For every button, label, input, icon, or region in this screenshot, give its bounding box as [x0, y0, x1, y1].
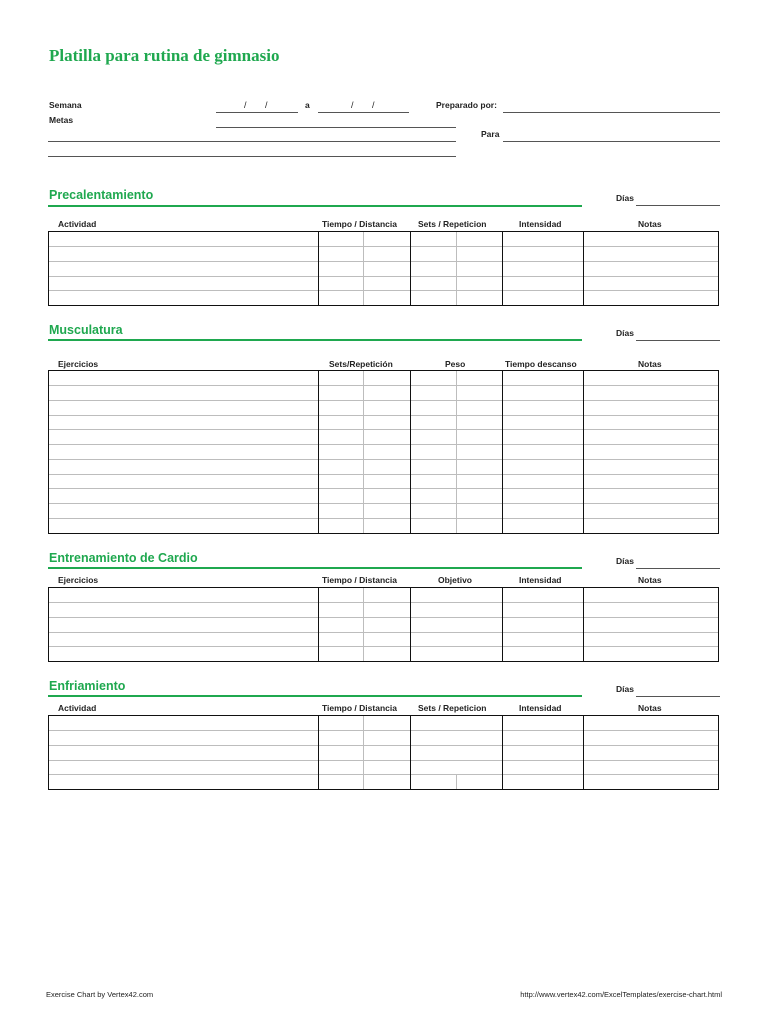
muscle-col-descanso: Tiempo descanso: [505, 359, 577, 369]
cooldown-col-intensidad: Intensidad: [519, 703, 562, 713]
muscle-col-ejercicios: Ejercicios: [58, 359, 99, 369]
cardio-col-tiempo: Tiempo / Distancia: [322, 575, 397, 585]
cardio-col-notas: Notas: [638, 575, 662, 585]
para-label: Para: [481, 129, 500, 139]
warmup-col-notas: Notas: [638, 219, 662, 229]
cooldown-col-sets: Sets / Repeticion: [418, 703, 487, 713]
muscle-section-title: Musculatura: [49, 323, 123, 337]
warmup-rule: [48, 205, 582, 207]
metas-field-2[interactable]: [48, 141, 456, 142]
warmup-table[interactable]: [48, 231, 719, 306]
metas-label: Metas: [49, 115, 74, 125]
metas-field-3[interactable]: [48, 156, 456, 157]
date-slash: /: [265, 100, 268, 110]
cooldown-col-notas: Notas: [638, 703, 662, 713]
preparado-field[interactable]: [503, 112, 720, 113]
cooldown-section-title: Enfriamiento: [49, 679, 126, 693]
muscle-col-peso: Peso: [445, 359, 466, 369]
a-label: a: [305, 100, 310, 110]
date-slash: /: [244, 100, 247, 110]
warmup-col-tiempo: Tiempo / Distancia: [322, 219, 397, 229]
muscle-col-notas: Notas: [638, 359, 662, 369]
warmup-col-actividad: Actividad: [58, 219, 97, 229]
cooldown-col-actividad: Actividad: [58, 703, 97, 713]
cardio-col-objetivo: Objetivo: [438, 575, 473, 585]
cooldown-dias-field[interactable]: [636, 696, 720, 697]
cardio-col-intensidad: Intensidad: [519, 575, 562, 585]
warmup-section-title: Precalentamiento: [49, 188, 154, 202]
cooldown-table[interactable]: [48, 715, 719, 790]
muscle-table[interactable]: [48, 370, 719, 534]
cooldown-col-tiempo: Tiempo / Distancia: [322, 703, 397, 713]
cooldown-dias-label: Días: [616, 684, 634, 694]
cardio-table[interactable]: [48, 587, 719, 662]
warmup-col-sets: Sets / Repeticion: [418, 219, 487, 229]
warmup-col-intensidad: Intensidad: [519, 219, 562, 229]
cardio-rule: [48, 567, 582, 569]
cardio-section-title: Entrenamiento de Cardio: [49, 551, 198, 565]
metas-field-1[interactable]: [216, 127, 456, 128]
footer-credit: Exercise Chart by Vertex42.com: [46, 990, 154, 999]
cardio-dias-field[interactable]: [636, 568, 720, 569]
muscle-rule: [48, 339, 582, 341]
muscle-dias-label: Días: [616, 328, 634, 338]
preparado-label: Preparado por:: [436, 100, 497, 110]
muscle-dias-field[interactable]: [636, 340, 720, 341]
date-slash: /: [372, 100, 375, 110]
cardio-dias-label: Días: [616, 556, 634, 566]
warmup-dias-label: Días: [616, 193, 634, 203]
muscle-col-sets: Sets/Repetición: [329, 359, 393, 369]
date-slash: /: [351, 100, 354, 110]
end-date-field[interactable]: [318, 112, 409, 113]
warmup-dias-field[interactable]: [636, 205, 720, 206]
page-title: Platilla para rutina de gimnasio: [49, 46, 280, 65]
para-field[interactable]: [503, 141, 720, 142]
footer-url-link[interactable]: http://www.vertex42.com/ExcelTemplates/exercise-chart.html: [520, 990, 722, 999]
semana-label: Semana: [49, 100, 82, 110]
cooldown-rule: [48, 695, 582, 697]
cardio-col-ejercicios: Ejercicios: [58, 575, 99, 585]
start-date-field[interactable]: [216, 112, 298, 113]
